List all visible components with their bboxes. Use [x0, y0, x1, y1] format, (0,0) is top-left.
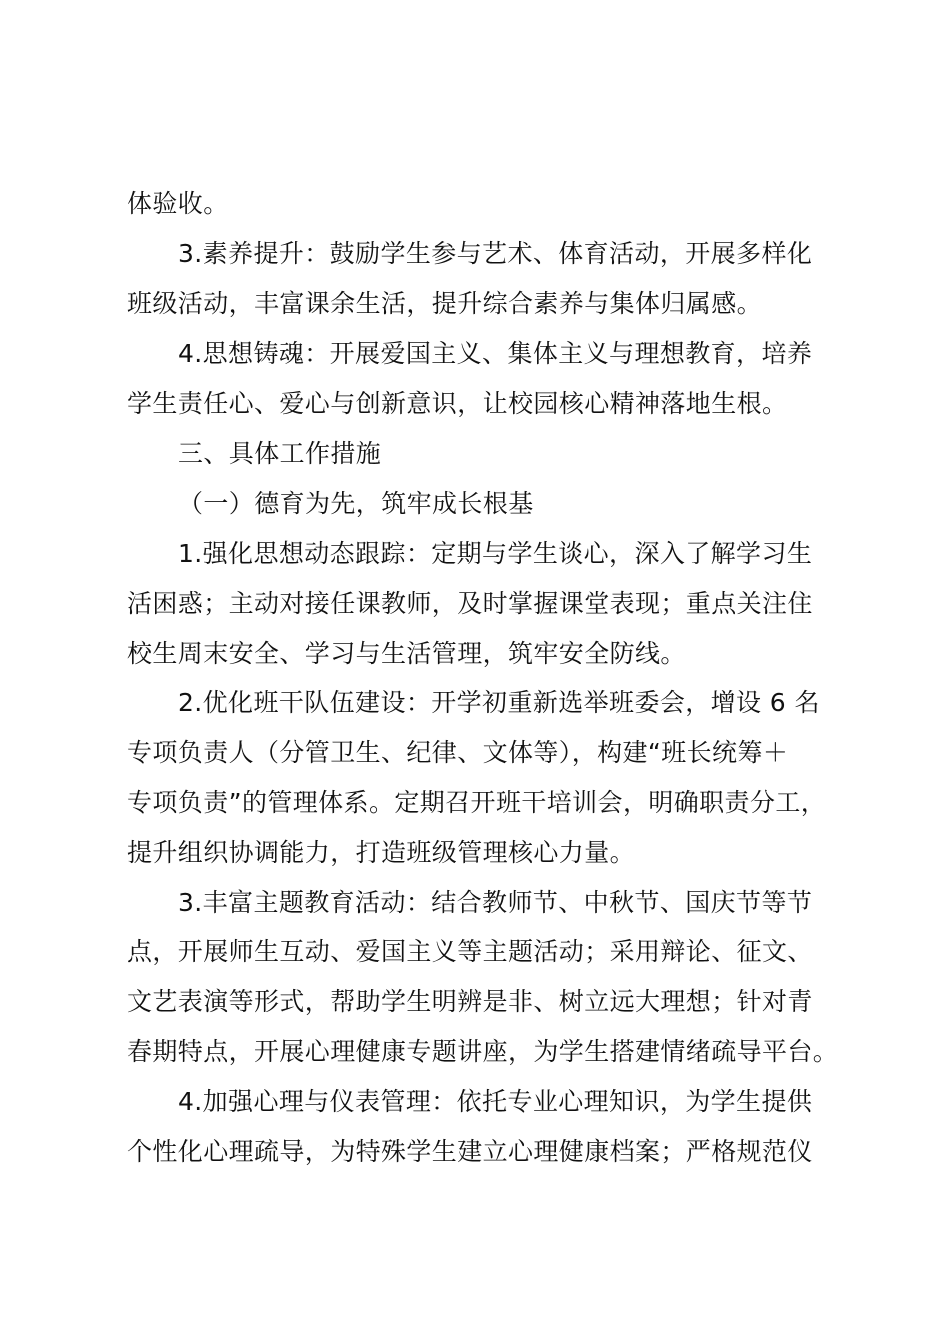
paragraph-line: 4.思想铸魂：开展爱国主义、集体主义与理想教育，培养 [178, 339, 813, 368]
paragraph-line: 专项负责”的管理体系。定期召开班干培训会，明确职责分工， [127, 788, 827, 817]
paragraph-line: 3.丰富主题教育活动：结合教师节、中秋节、国庆节等节 [178, 888, 813, 917]
subsection-heading: （一）德育为先，筑牢成长根基 [178, 489, 534, 518]
paragraph-line: 班级活动，丰富课余生活，提升综合素养与集体归属感。 [127, 289, 763, 318]
paragraph-line: 1.强化思想动态跟踪：定期与学生谈心，深入了解学习生 [178, 539, 813, 568]
paragraph-line: 体验收。 [127, 189, 229, 218]
paragraph-line: 提升组织协调能力，打造班级管理核心力量。 [127, 838, 636, 867]
paragraph-line: 点，开展师生互动、爱国主义等主题活动；采用辩论、征文、 [127, 937, 813, 966]
paragraph-line: 专项负责人（分管卫生、纪律、文体等），构建“班长统筹＋ [127, 738, 789, 767]
paragraph-line: 学生责任心、爱心与创新意识，让校园核心精神落地生根。 [127, 389, 788, 418]
paragraph-line: 文艺表演等形式，帮助学生明辨是非、树立远大理想；针对青 [127, 987, 813, 1016]
section-heading: 三、具体工作措施 [178, 439, 382, 468]
paragraph-line: 春期特点，开展心理健康专题讲座，为学生搭建情绪疏导平台。 [127, 1037, 839, 1066]
paragraph-line: 3.素养提升：鼓励学生参与艺术、体育活动，开展多样化 [178, 239, 813, 268]
paragraph-line: 4.加强心理与仪表管理：依托专业心理知识，为学生提供 [178, 1087, 813, 1116]
paragraph-line: 校生周末安全、学习与生活管理，筑牢安全防线。 [127, 639, 686, 668]
paragraph-line: 2.优化班干队伍建设：开学初重新选举班委会，增设 6 名 [178, 688, 820, 717]
paragraph-line: 活困惑；主动对接任课教师，及时掌握课堂表现；重点关注住 [127, 589, 813, 618]
paragraph-line: 个性化心理疏导，为特殊学生建立心理健康档案；严格规范仪 [127, 1137, 813, 1166]
